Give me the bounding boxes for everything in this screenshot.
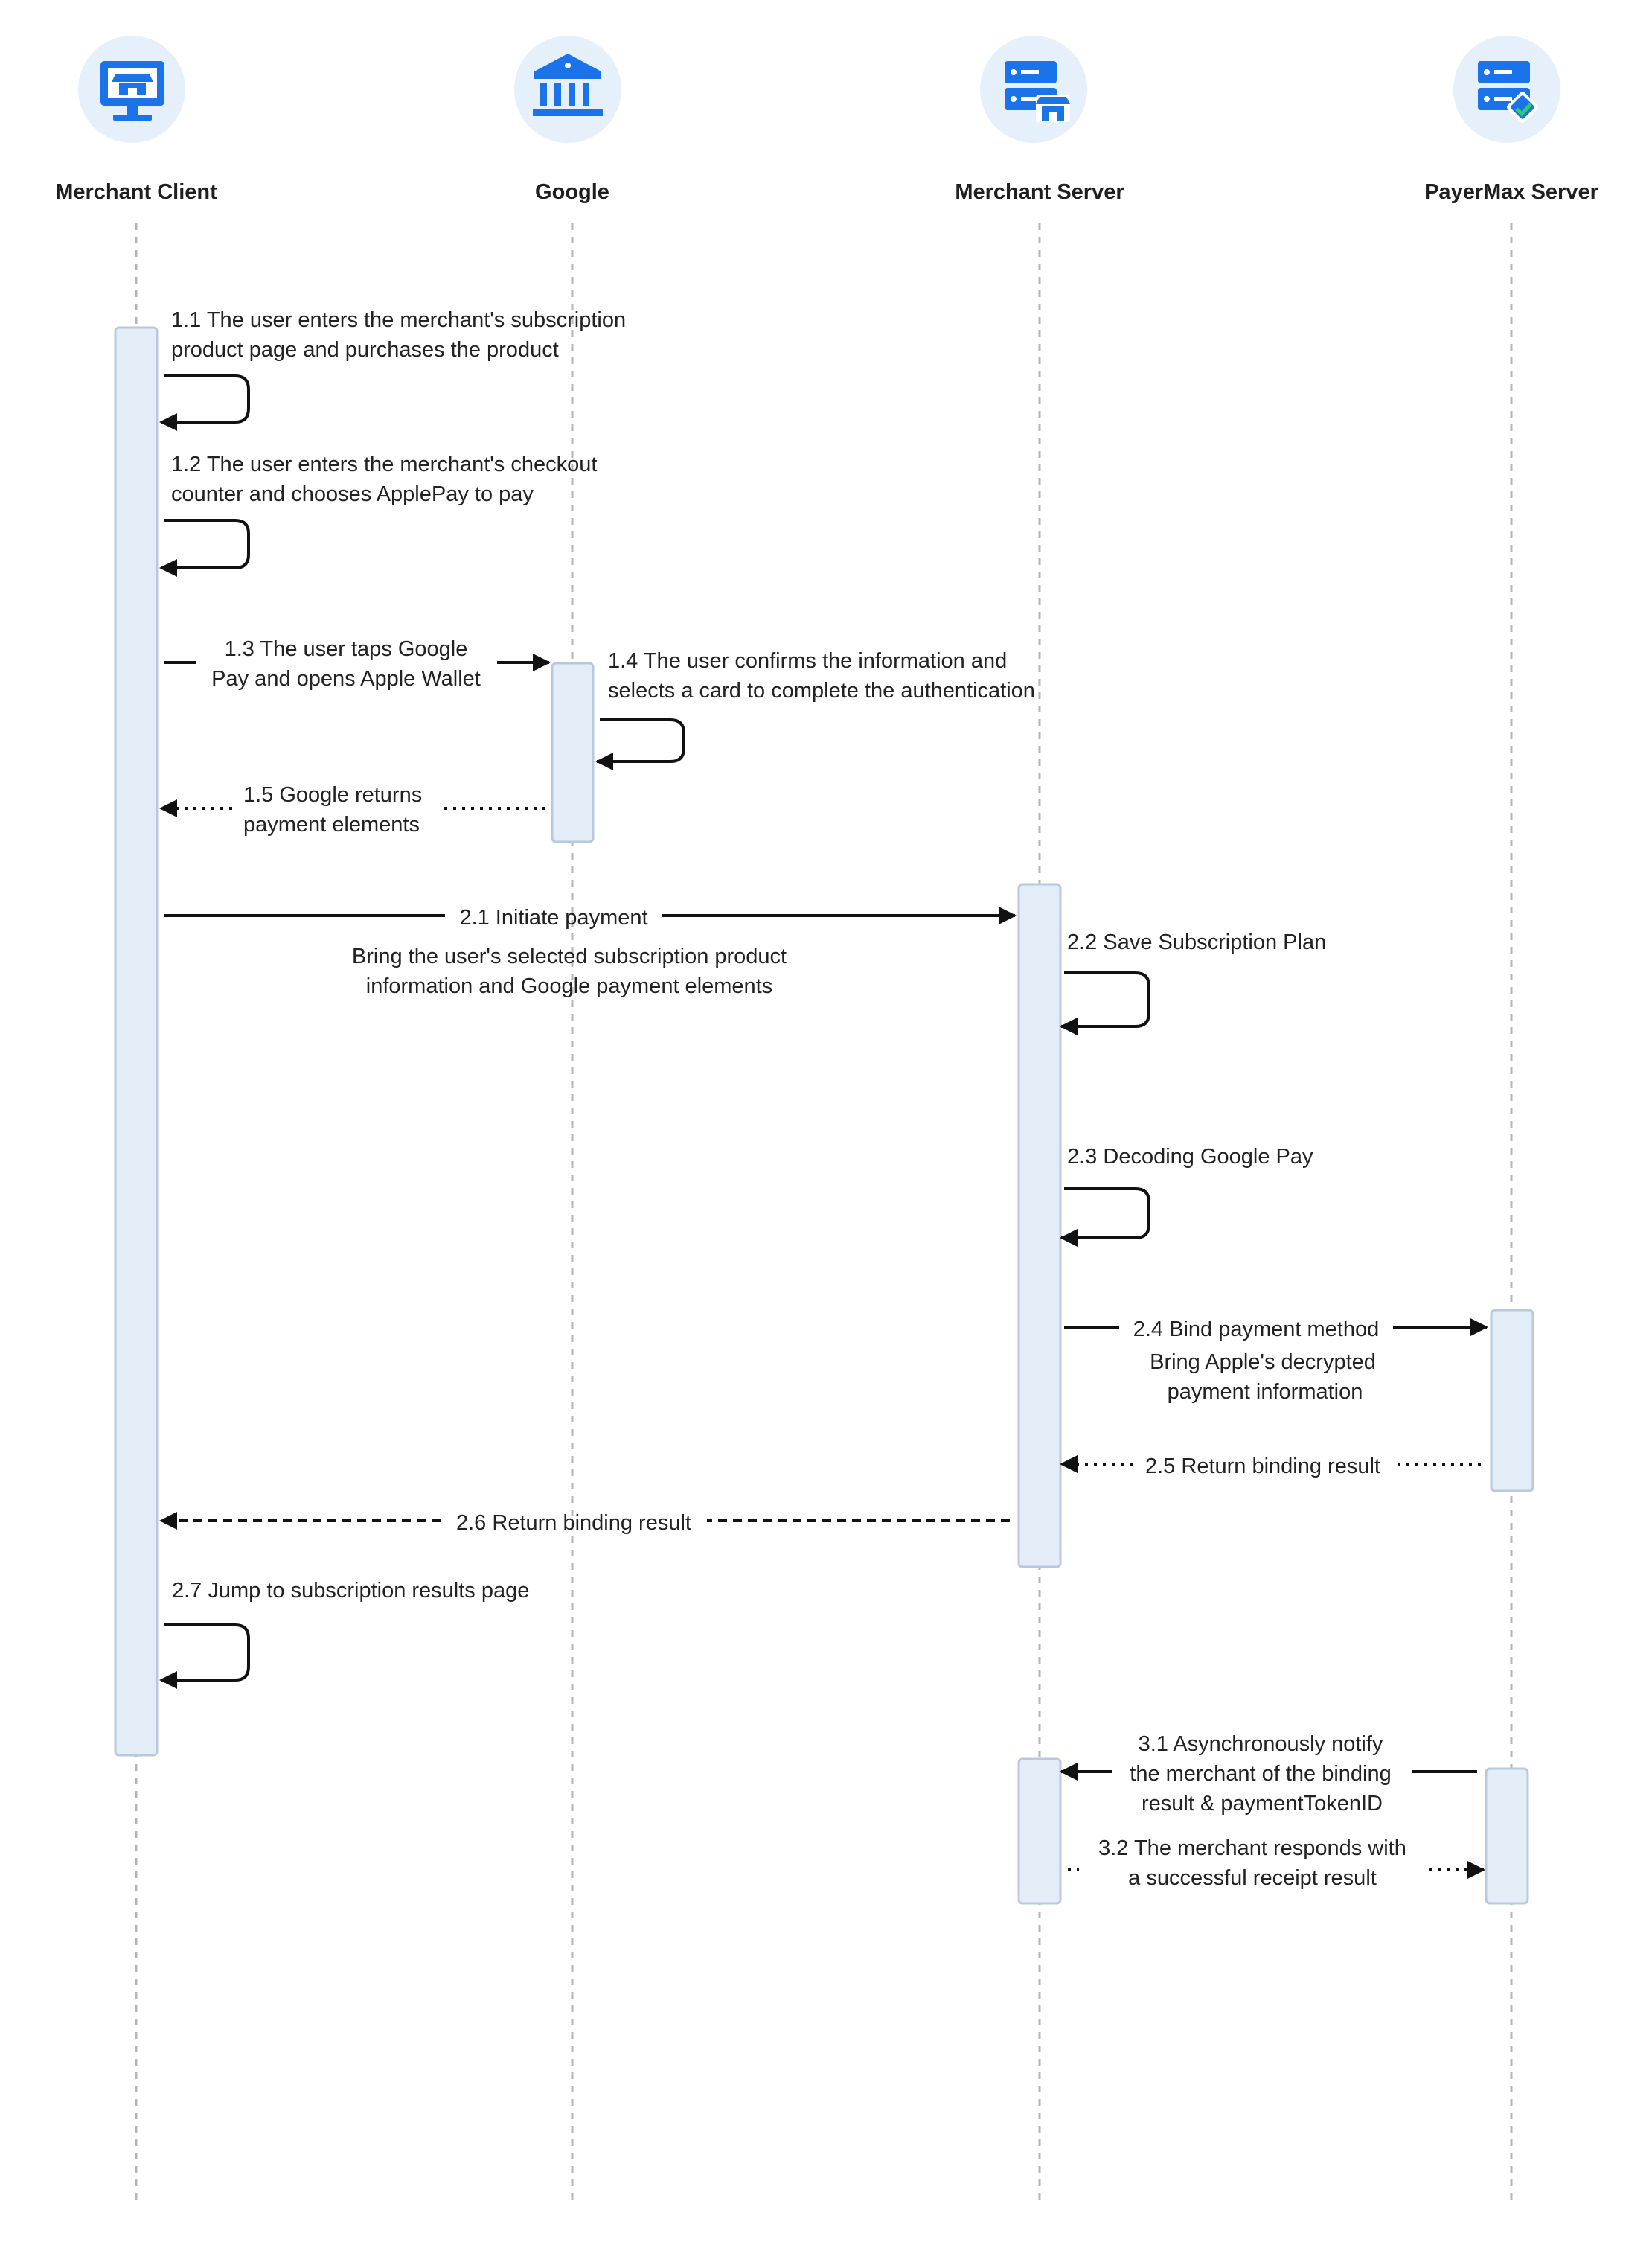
bank-building-icon xyxy=(514,36,621,143)
merchant-client-icon xyxy=(78,36,185,143)
message-2-4-line-3: payment information xyxy=(1167,1380,1363,1404)
message-1-2 xyxy=(161,453,597,568)
message-2-2-label: 2.2 Save Subscription Plan xyxy=(1067,930,1327,954)
message-2-3 xyxy=(1061,1145,1313,1238)
message-3-2-line-2: a successful receipt result xyxy=(1128,1866,1377,1890)
message-1-5-line-1: 1.5 Google returns xyxy=(243,783,423,807)
message-2-1-note-line-1: Bring the user's selected subscription product xyxy=(351,945,787,968)
message-1-4 xyxy=(597,649,1035,761)
message-3-1 xyxy=(1061,1732,1477,1816)
actor-label-merchant-server: Merchant Server xyxy=(955,180,1124,204)
activation-payermax-server-2 xyxy=(1486,1769,1528,1903)
message-3-1-line-3: result & paymentTokenID xyxy=(1142,1792,1383,1816)
message-2-4-line-1: 2.4 Bind payment method xyxy=(1133,1318,1380,1341)
payermax-server-icon xyxy=(1453,36,1560,143)
merchant-server-icon xyxy=(980,36,1087,143)
message-2-7 xyxy=(161,1579,529,1680)
message-1-4-line-2: selects a card to complete the authentication xyxy=(608,679,1035,703)
message-1-5-line-2: payment elements xyxy=(243,813,420,837)
message-2-6-label: 2.6 Return binding result xyxy=(456,1511,691,1535)
activation-payermax-server-1 xyxy=(1491,1310,1533,1491)
message-2-4-line-2: Bring Apple's decrypted xyxy=(1150,1350,1376,1374)
message-1-1 xyxy=(161,308,626,422)
message-1-1-line-2: product page and purchases the product xyxy=(171,338,559,362)
message-1-1-line-1: 1.1 The user enters the merchant's subscription xyxy=(171,308,627,332)
actor-label-payermax-server: PayerMax Server xyxy=(1424,180,1598,204)
message-2-1 xyxy=(164,906,1015,998)
message-1-3-line-2: Pay and opens Apple Wallet xyxy=(211,667,481,691)
message-1-3 xyxy=(164,637,549,691)
message-2-5-label: 2.5 Return binding result xyxy=(1145,1454,1380,1478)
message-1-4-line-1: 1.4 The user confirms the information and xyxy=(608,649,1008,673)
message-2-5 xyxy=(1061,1454,1481,1478)
message-1-2-line-2: counter and chooses ApplePay to pay xyxy=(171,482,534,506)
message-2-6 xyxy=(161,1511,1010,1535)
message-1-2-line-1: 1.2 The user enters the merchant's checkout xyxy=(171,453,598,476)
activation-merchant-server-1 xyxy=(1019,884,1060,1567)
message-1-3-line-1: 1.3 The user taps Google xyxy=(224,637,468,661)
message-2-4 xyxy=(1064,1318,1487,1404)
message-3-2 xyxy=(1068,1836,1484,1890)
activation-merchant-client xyxy=(115,328,157,1755)
activation-merchant-server-2 xyxy=(1019,1759,1060,1903)
message-2-2 xyxy=(1061,930,1326,1026)
message-3-2-line-1: 3.2 The merchant responds with xyxy=(1098,1836,1406,1860)
message-2-3-label: 2.3 Decoding Google Pay xyxy=(1067,1145,1313,1169)
message-2-1-note-line-2: information and Google payment elements xyxy=(365,974,773,998)
message-2-7-label: 2.7 Jump to subscription results page xyxy=(172,1579,530,1603)
activation-google xyxy=(552,663,593,842)
message-3-1-line-2: the merchant of the binding xyxy=(1130,1762,1392,1786)
message-2-1-label: 2.1 Initiate payment xyxy=(459,906,648,930)
message-3-1-line-1: 3.1 Asynchronously notify xyxy=(1138,1732,1383,1756)
actor-label-google: Google xyxy=(535,180,609,204)
actor-label-merchant-client: Merchant Client xyxy=(55,180,217,204)
message-1-5 xyxy=(161,783,545,837)
